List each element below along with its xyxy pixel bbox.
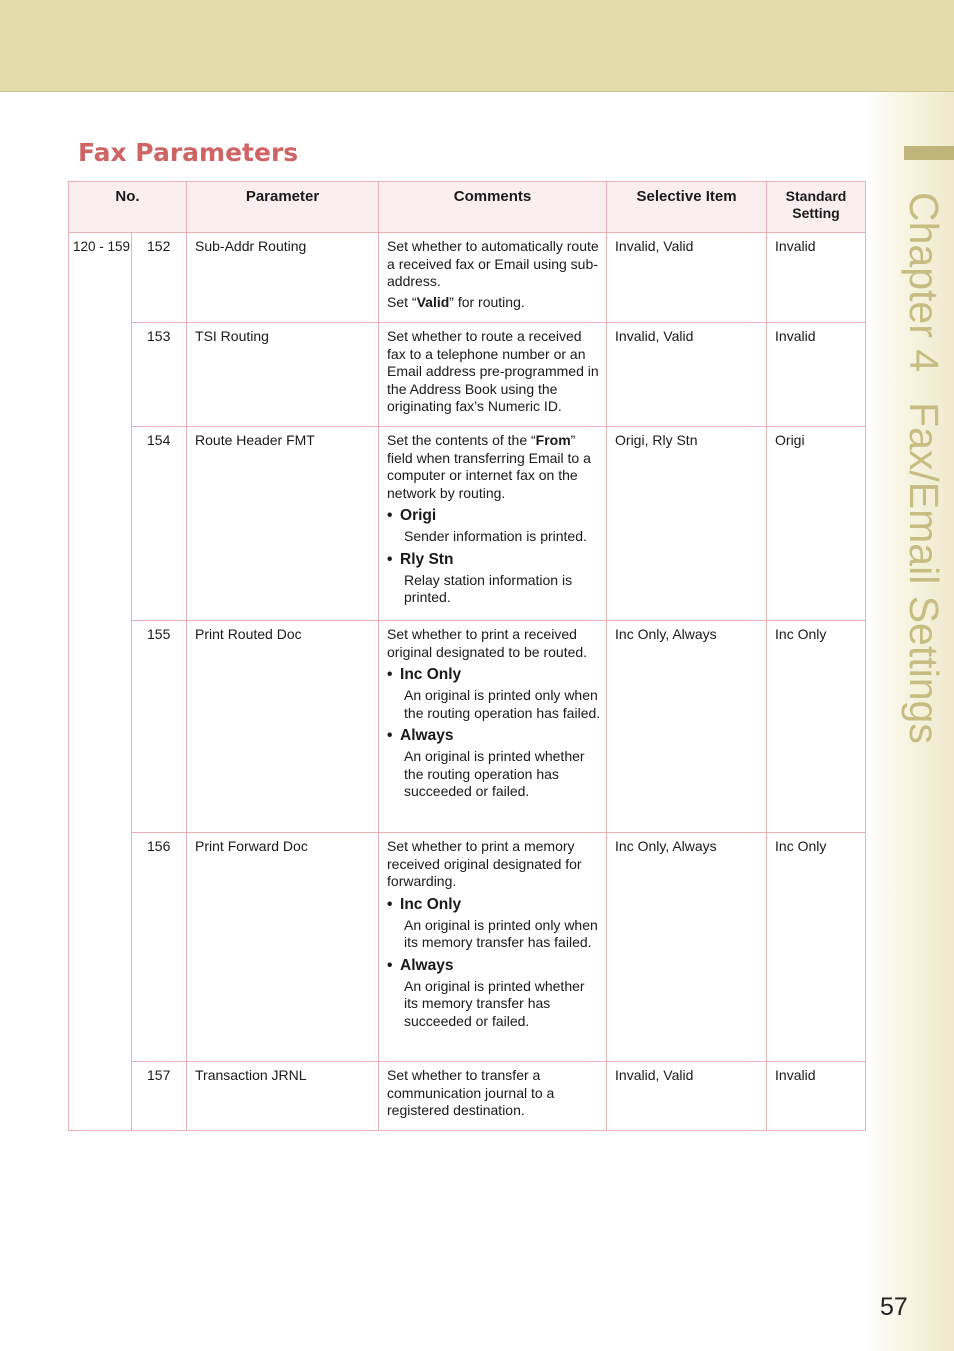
comment-text-bold: From: [535, 432, 571, 448]
option-description: An original is printed whether its memory transfer has succeeded or failed.: [404, 977, 585, 1029]
parameter-name: Route Header FMT: [187, 427, 379, 621]
header-comments: Comments: [379, 182, 607, 233]
standard-setting: Invalid: [767, 233, 866, 323]
option-title: [387, 506, 602, 525]
bullet-icon: •: [387, 507, 393, 524]
header-band: [0, 0, 954, 92]
comment-text-prefix: Set the contents of the “: [387, 432, 536, 448]
option-description: An original is printed only when the routing operation has failed.: [404, 687, 601, 721]
parameter-name: Sub-Addr Routing: [187, 233, 379, 323]
table-row: [69, 323, 866, 427]
page-number: 57: [880, 1293, 908, 1321]
option-description: Sender information is printed.: [404, 528, 587, 544]
parameter-number: 157: [132, 1062, 187, 1131]
standard-setting: Invalid: [767, 1062, 866, 1131]
option-title: [387, 550, 602, 569]
comment-text: Set whether to transfer a communication journal to a registered destination.: [387, 1067, 555, 1118]
selective-item: Invalid, Valid: [607, 323, 767, 427]
option-title-text: Inc Only: [400, 895, 462, 913]
option-description: An original is printed only when its memory transfer has failed.: [404, 916, 598, 950]
comment-text-suffix: ” field when transferring Email to a computer or internet fax on the network by routing.: [387, 432, 591, 501]
parameter-range: 120 - 159: [69, 233, 132, 1131]
comment-note-prefix: Set “: [387, 293, 417, 310]
comment-note: [387, 294, 602, 312]
parameter-number: 156: [132, 833, 187, 1062]
parameter-comments: [379, 621, 607, 833]
bullet-icon: •: [387, 956, 393, 974]
option-description: An original is printed whether the routing operation has succeeded or failed.: [404, 748, 585, 799]
standard-setting: Origi: [767, 427, 866, 621]
side-tab-marker: [904, 146, 954, 160]
fax-parameters-table: [68, 181, 866, 1131]
parameter-name: Transaction JRNL: [187, 1062, 379, 1131]
header-standard-setting: [767, 182, 866, 233]
selective-item: Inc Only, Always: [607, 833, 767, 1062]
header-standard-line2: Setting: [792, 205, 840, 221]
comment-text: Set whether to route a received fax to a telephone number or an Email address pre-programmed in the Address Book using the originating fax’s Numeric ID.: [387, 328, 599, 414]
standard-setting: Inc Only: [767, 621, 866, 833]
comment-text: Set whether to print a memory received original designated for forwarding.: [387, 838, 582, 889]
header-selective-item: Selective Item: [607, 182, 767, 233]
selective-item: Invalid, Valid: [607, 1062, 767, 1131]
parameter-name: Print Routed Doc: [187, 621, 379, 833]
parameter-comments: [379, 323, 607, 427]
selective-item: Inc Only, Always: [607, 621, 767, 833]
parameter-number: 152: [132, 233, 187, 323]
bullet-icon: •: [387, 895, 393, 913]
parameter-comments: [379, 233, 607, 323]
chapter-title: Fax/Email Settings: [901, 402, 947, 744]
parameter-number: 153: [132, 323, 187, 427]
bullet-icon: •: [387, 550, 393, 568]
table-row: [69, 621, 866, 833]
option-title-text: Always: [400, 956, 454, 974]
parameter-number: 154: [132, 427, 187, 621]
parameter-name: Print Forward Doc: [187, 833, 379, 1062]
option-title-text: Inc Only: [400, 666, 462, 683]
chapter-side-label: [900, 192, 947, 744]
table-row: [69, 233, 866, 323]
selective-item: Origi, Rly Stn: [607, 427, 767, 621]
table-row: [69, 833, 866, 1062]
comment-text: Set whether to print a received original designated to be routed.: [387, 626, 588, 660]
page-title: Fax Parameters: [78, 138, 299, 167]
comment-note-suffix: ” for routing.: [449, 293, 525, 310]
table-header-row: [69, 182, 866, 233]
bullet-icon: •: [387, 666, 393, 683]
table-row: [69, 427, 866, 621]
option-title: [387, 665, 602, 684]
option-title: [387, 726, 602, 745]
comment-text: Set whether to automatically route a received fax or Email using sub-address.: [387, 238, 599, 289]
option-title: [387, 956, 602, 975]
option-description: Relay station information is printed.: [404, 571, 573, 605]
header-no: No.: [69, 182, 187, 233]
parameter-name: TSI Routing: [187, 323, 379, 427]
parameter-comments: [379, 427, 607, 621]
parameter-number: 155: [132, 621, 187, 833]
option-title: [387, 895, 602, 914]
standard-setting: Invalid: [767, 323, 866, 427]
option-title-text: Always: [400, 727, 454, 744]
table-row: [69, 1062, 866, 1131]
comment-note-bold: Valid: [416, 293, 450, 310]
parameter-comments: [379, 1062, 607, 1131]
comment-text: [387, 432, 602, 502]
selective-item: Invalid, Valid: [607, 233, 767, 323]
option-title-text: Origi: [400, 507, 437, 524]
standard-setting: Inc Only: [767, 833, 866, 1062]
chapter-number: Chapter 4: [901, 192, 947, 373]
header-standard-line1: Standard: [785, 188, 847, 204]
option-title-text: Rly Stn: [400, 550, 454, 568]
bullet-icon: •: [387, 727, 393, 744]
parameter-comments: [379, 833, 607, 1062]
header-parameter: Parameter: [187, 182, 379, 233]
